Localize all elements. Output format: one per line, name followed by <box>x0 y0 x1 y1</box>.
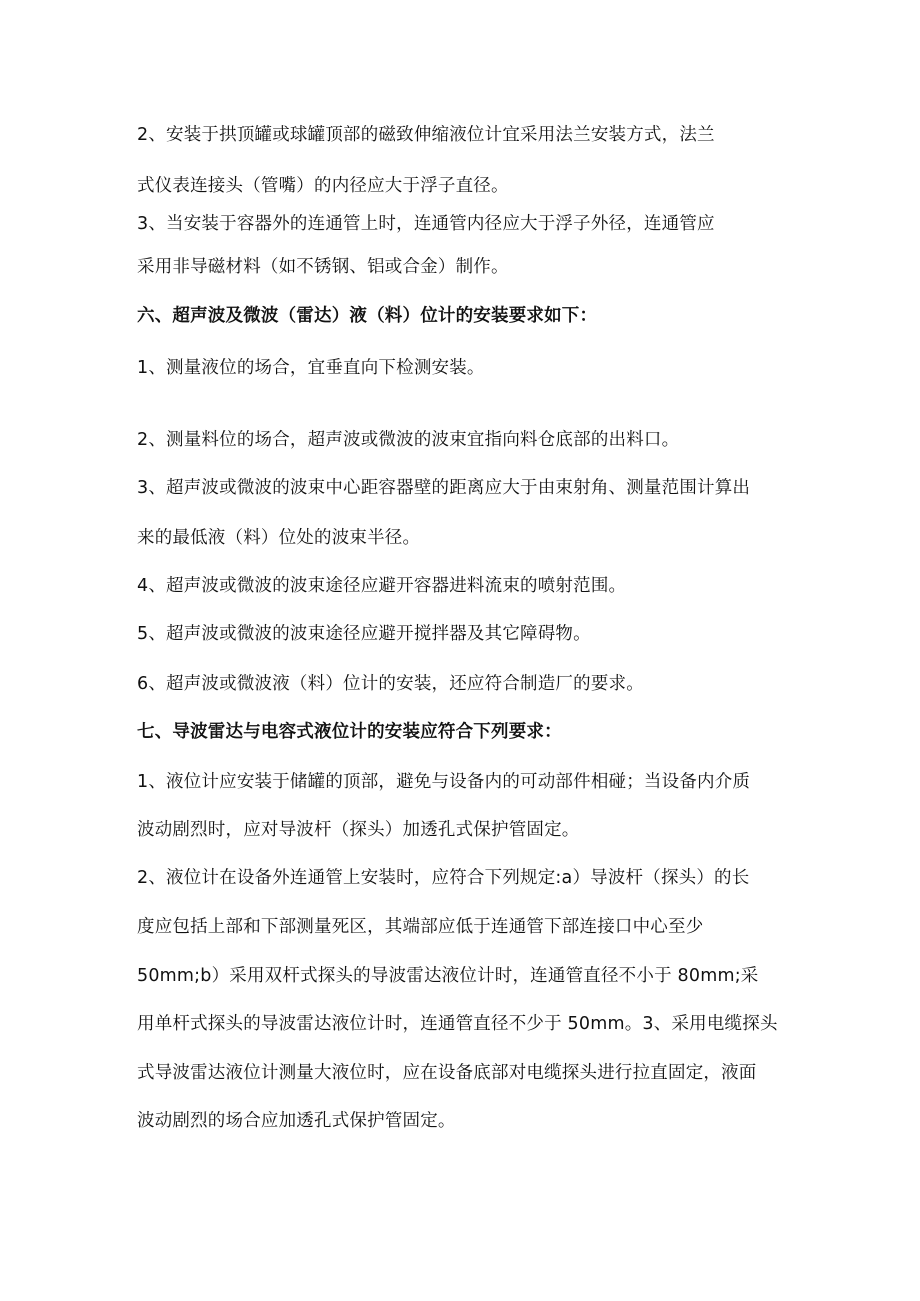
paragraph-line: 度应包括上部和下部测量死区，其端部应低于连通管下部连接口中心至少 <box>137 917 704 937</box>
paragraph-line: 波动剧烈的场合应加透孔式保护管固定。 <box>137 1111 456 1131</box>
paragraph-line: 3、超声波或微波的波束中心距容器壁的距离应大于由束射角、测量范围计算出 <box>137 478 751 498</box>
paragraph-line: 波动剧烈时，应对导波杆（探头）加透孔式保护管固定。 <box>137 820 580 840</box>
paragraph-line: 2、液位计在设备外连通管上安装时，应符合下列规定:a）导波杆（探头）的长 <box>137 868 750 888</box>
paragraph-line: 2、测量料位的场合，超声波或微波的波束宜指向料仓底部的出料口。 <box>137 430 680 450</box>
paragraph-line: 式导波雷达液位计测量大液位时，应在设备底部对电缆探头进行拉直固定，液面 <box>137 1063 757 1083</box>
paragraph-line: 6、超声波或微波液（料）位计的安装，还应符合制造厂的要求。 <box>137 674 644 694</box>
paragraph-line: 5、超声波或微波的波束途径应避开搅拌器及其它障碍物。 <box>137 624 591 644</box>
paragraph-line: 2、安装于拱顶罐或球罐顶部的磁致伸缩液位计宜采用法兰安装方式，法兰 <box>137 125 715 145</box>
paragraph-line: 采用非导磁材料（如不锈钢、铝或合金）制作。 <box>137 257 509 277</box>
section-heading: 七、导波雷达与电容式液位计的安装应符合下列要求： <box>137 722 562 742</box>
paragraph-line: 1、测量液位的场合，宜垂直向下检测安装。 <box>137 358 485 378</box>
paragraph-line: 式仪表连接头（管嘴）的内径应大于浮子直径。 <box>137 176 509 196</box>
paragraph-line: 50mm;b）采用双杆式探头的导波雷达液位计时，连通管直径不小于 80mm;采 <box>137 966 759 986</box>
paragraph-line: 3、当安装于容器外的连通管上时，连通管内径应大于浮子外径，连通管应 <box>137 214 715 234</box>
paragraph-line: 1、液位计应安装于储罐的顶部，避免与设备内的可动部件相碰；当设备内介质 <box>137 772 751 792</box>
section-heading: 六、超声波及微波（雷达）液（料）位计的安装要求如下： <box>137 306 598 326</box>
paragraph-line: 用单杆式探头的导波雷达液位计时，连通管直径不少于 50mm。3、采用电缆探头 <box>137 1014 778 1034</box>
paragraph-line: 4、超声波或微波的波束途径应避开容器进料流束的喷射范围。 <box>137 576 627 596</box>
paragraph-line: 来的最低液（料）位处的波束半径。 <box>137 528 421 548</box>
